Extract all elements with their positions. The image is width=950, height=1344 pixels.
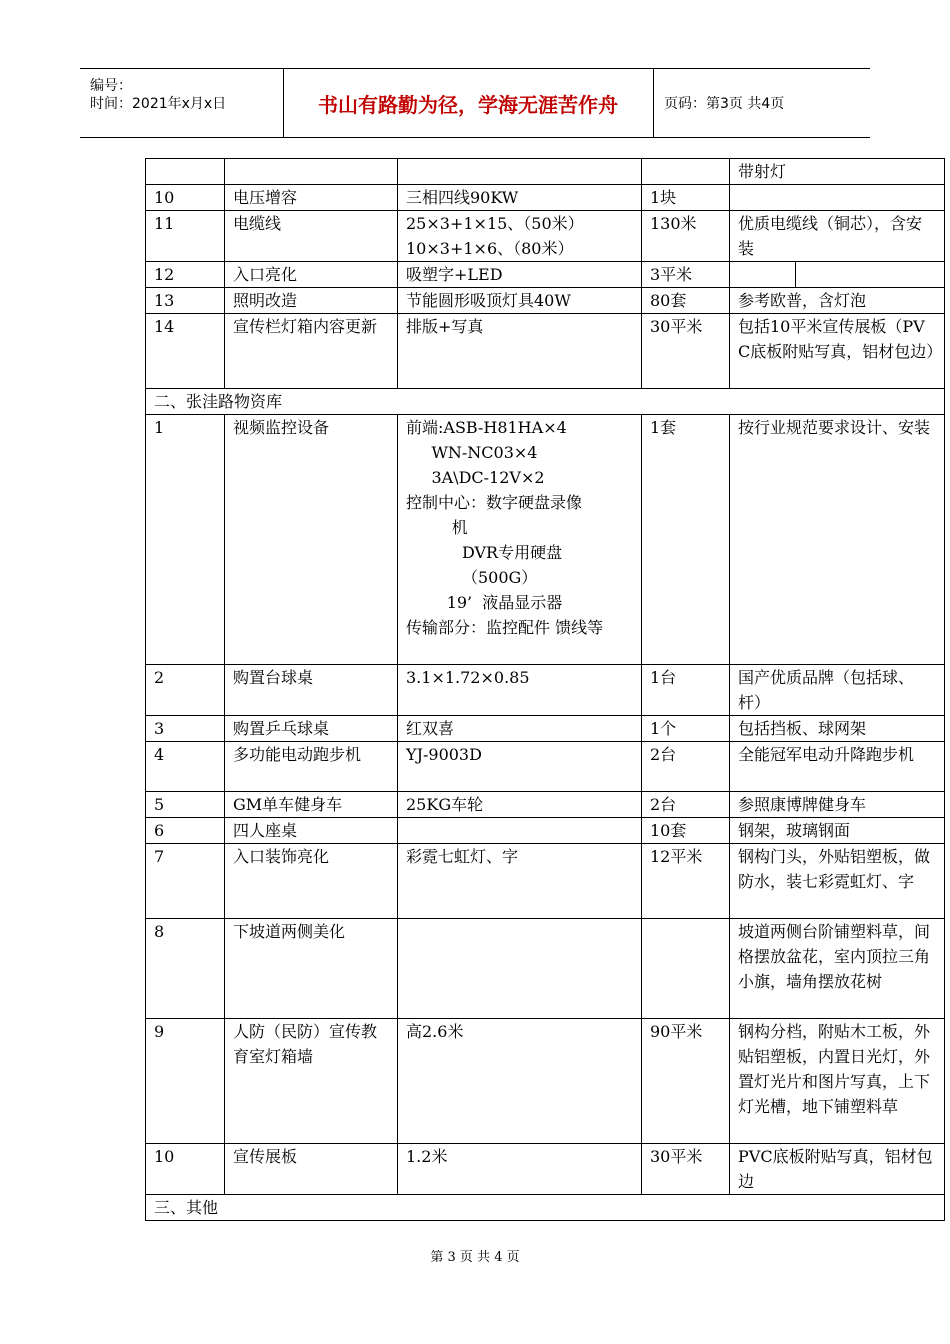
- cell-name: 人防（民防）宣传教育室灯箱墙: [225, 1019, 398, 1144]
- equipment-table: [145, 158, 945, 1221]
- cell-no: 5: [146, 792, 225, 818]
- cell-no: 9: [146, 1019, 225, 1144]
- cell-note: [730, 185, 945, 211]
- cell-spec: 高2.6米: [398, 1019, 642, 1144]
- cell-spec: 节能圆形吸顶灯具40W: [398, 288, 642, 314]
- number-label: 编号：: [90, 78, 132, 94]
- split-note: [730, 262, 944, 287]
- cell-no: 2: [146, 665, 225, 716]
- cell-name: 购置乒乓球桌: [225, 716, 398, 742]
- cell-qty: 30平米: [642, 314, 730, 389]
- cell-qty: 1个: [642, 716, 730, 742]
- cell-note: 钢构分档，附贴木工板，外贴铝塑板，内置日光灯，外置灯光片和图片写真，上下灯光槽，地下铺塑料草: [730, 1019, 945, 1144]
- cell-note: [730, 262, 945, 288]
- date-label: 时间：2021年x月x日: [90, 96, 227, 112]
- section-title: 二、张洼路物资库: [146, 389, 945, 415]
- cell-spec: YJ-9003D: [398, 742, 642, 792]
- section-title: 三、其他: [146, 1195, 945, 1221]
- cell-qty: 12平米: [642, 844, 730, 919]
- cell-spec: 前端:ASB-H81HA×4 WN-NC03×4 3A\DC-12V×2 控制中心：数字硬盘录像 机 DVR专用硬盘 （500G） 19’ 液晶显示器 传输部分：监控配件 馈线等: [398, 415, 642, 665]
- cell-name: [225, 159, 398, 185]
- cell-no: 7: [146, 844, 225, 919]
- cell-no: 8: [146, 919, 225, 1019]
- cell-note: 包括挡板、球网架: [730, 716, 945, 742]
- cell-spec: 吸塑字+LED: [398, 262, 642, 288]
- table-row: [146, 1144, 945, 1195]
- cell-qty: 1套: [642, 415, 730, 665]
- cell-name: 照明改造: [225, 288, 398, 314]
- cell-spec: 排版+写真: [398, 314, 642, 389]
- table-row: [146, 919, 945, 1019]
- cell-note: 国产优质品牌（包括球、杆）: [730, 665, 945, 716]
- cell-qty: 80套: [642, 288, 730, 314]
- table-row: [146, 792, 945, 818]
- cell-spec: 彩霓七虹灯、字: [398, 844, 642, 919]
- cell-name: 视频监控设备: [225, 415, 398, 665]
- cell-name: 宣传展板: [225, 1144, 398, 1195]
- cell-no: 14: [146, 314, 225, 389]
- table-row: [146, 211, 945, 262]
- cell-note: 带射灯: [730, 159, 945, 185]
- cell-note: 包括10平米宣传展板（PVC底板附贴写真，铝材包边）: [730, 314, 945, 389]
- cell-qty: 130米: [642, 211, 730, 262]
- cell-note: 按行业规范要求设计、安装: [730, 415, 945, 665]
- cell-qty: 2台: [642, 792, 730, 818]
- cell-spec: [398, 159, 642, 185]
- section-row: [146, 389, 945, 415]
- table-row: [146, 818, 945, 844]
- split-note-right: [796, 262, 812, 287]
- cell-no: 12: [146, 262, 225, 288]
- header-meta: [80, 69, 284, 137]
- cell-note: PVC底板附贴写真，铝材包边: [730, 1144, 945, 1195]
- table-body-part2: [146, 415, 945, 1195]
- table-row: [146, 844, 945, 919]
- cell-no: [146, 159, 225, 185]
- table-row: [146, 742, 945, 792]
- cell-qty: 3平米: [642, 262, 730, 288]
- cell-no: 3: [146, 716, 225, 742]
- cell-name: 入口装饰亮化: [225, 844, 398, 919]
- table-row: [146, 665, 945, 716]
- cell-qty: 10套: [642, 818, 730, 844]
- table-body-part1: [146, 159, 945, 389]
- motto: 书山有路勤为径，学海无涯苦作舟: [283, 69, 654, 137]
- cell-note: 全能冠军电动升降跑步机: [730, 742, 945, 792]
- cell-spec: [398, 818, 642, 844]
- table-row: [146, 716, 945, 742]
- cell-name: 下坡道两侧美化: [225, 919, 398, 1019]
- cell-qty: 2台: [642, 742, 730, 792]
- cell-qty: 90平米: [642, 1019, 730, 1144]
- cell-name: 宣传栏灯箱内容更新: [225, 314, 398, 389]
- cell-note: 优质电缆线（铜芯），含安装: [730, 211, 945, 262]
- table-row: [146, 262, 945, 288]
- cell-note: 参考欧普，含灯泡: [730, 288, 945, 314]
- cell-spec: 25KG车轮: [398, 792, 642, 818]
- cell-name: GM单车健身车: [225, 792, 398, 818]
- cell-qty: [642, 919, 730, 1019]
- cell-note: 坡道两侧台阶铺塑料草，间格摆放盆花，室内顶拉三角小旗，墙角摆放花树: [730, 919, 945, 1019]
- table-row: [146, 415, 945, 665]
- cell-no: 10: [146, 1144, 225, 1195]
- cell-no: 1: [146, 415, 225, 665]
- table-row: [146, 314, 945, 389]
- cell-spec: 红双喜: [398, 716, 642, 742]
- cell-qty: 1台: [642, 665, 730, 716]
- cell-spec: [398, 919, 642, 1019]
- page-header: [80, 68, 870, 138]
- section-row: [146, 1195, 945, 1221]
- cell-no: 4: [146, 742, 225, 792]
- cell-qty: [642, 159, 730, 185]
- cell-name: 电缆线: [225, 211, 398, 262]
- cell-name: 四人座桌: [225, 818, 398, 844]
- split-note-left: [730, 262, 796, 287]
- cell-name: 电压增容: [225, 185, 398, 211]
- cell-spec: 25×3+1×15、（50米） 10×3+1×6、（80米）: [398, 211, 642, 262]
- cell-name: 入口亮化: [225, 262, 398, 288]
- cell-note: 钢架，玻璃钢面: [730, 818, 945, 844]
- table-row: [146, 1019, 945, 1144]
- cell-no: 10: [146, 185, 225, 211]
- cell-note: 参照康博牌健身车: [730, 792, 945, 818]
- cell-spec: 三相四线90KW: [398, 185, 642, 211]
- page-info: 页码：第3页 共4页: [664, 96, 785, 112]
- cell-qty: 30平米: [642, 1144, 730, 1195]
- cell-no: 13: [146, 288, 225, 314]
- table-row: [146, 288, 945, 314]
- table-row: [146, 159, 945, 185]
- cell-no: 11: [146, 211, 225, 262]
- page-footer: 第 3 页 共 4 页: [430, 1250, 520, 1265]
- cell-no: 6: [146, 818, 225, 844]
- cell-name: 购置台球桌: [225, 665, 398, 716]
- cell-spec: 3.1×1.72×0.85: [398, 665, 642, 716]
- table-row: [146, 185, 945, 211]
- cell-name: 多功能电动跑步机: [225, 742, 398, 792]
- cell-spec: 1.2米: [398, 1144, 642, 1195]
- cell-note: 钢构门头，外贴铝塑板，做防水，装七彩霓虹灯、字: [730, 844, 945, 919]
- cell-qty: 1块: [642, 185, 730, 211]
